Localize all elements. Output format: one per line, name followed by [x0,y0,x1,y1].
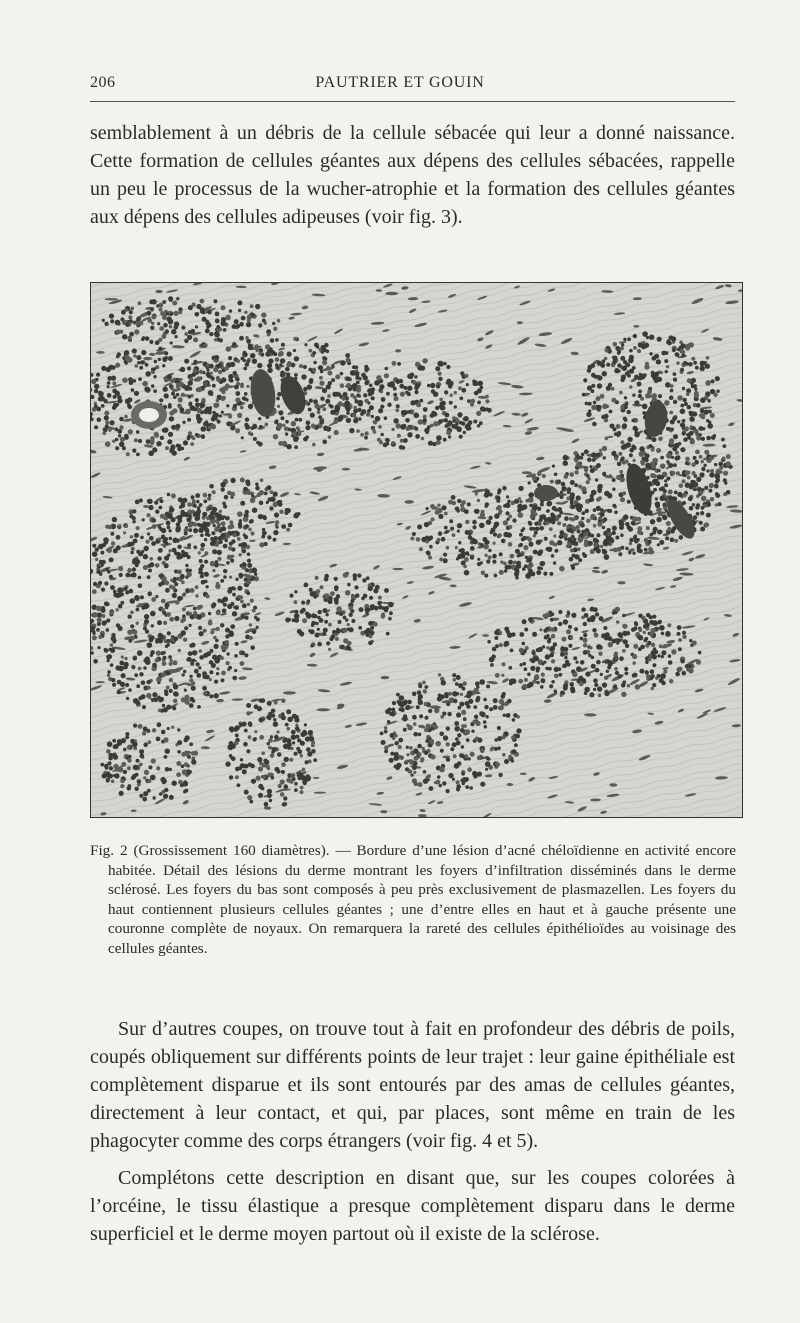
paragraph-1: semblablement à un débris de la cellule sébacée qui leur a donné naissance. Cette formation de cellules géantes aux dépens des cellules sébacées, rappelle un peu le processus de la wucher-atrophie et la formation des cellules géantes aux dépens des cellules adipeuses (voir fig. 3). [90,122,735,228]
histology-illustration [91,283,742,817]
running-head: PAUTRIER ET GOUIN [315,74,485,91]
page-number: 206 [90,74,116,91]
paragraph-3: Complétons cette description en disant que, sur les coupes colorées à l’orcéine, le tissu élastique a presque complètement disparu dans le derme superficiel et le derme moyen partout où il existe de la sclérose. [90,1167,735,1245]
paragraph-2: Sur d’autres coupes, on trouve tout à fait en profondeur des débris de poils, coupés obliquement sur différents points de leur trajet : leur gaine épithéliale est complètement disparue et ils sont entourés par des amas de cellules géantes, directement à leur contact, et qui, par places, sont même en train de les phagocyter comme des corps étrangers (voir fig. 4 et 5). [90,1018,735,1152]
figure-2-micrograph [90,282,743,818]
header-rule [90,101,735,102]
figure-caption: Fig. 2 (Grossissement 160 diamètres). — Bordure d’une lésion d’acné chéloïdienne en activité encore habitée. Détail des lésions du derme montrant les foyers d’infiltration disséminés dans le derme sclérosé. Les foyers du bas sont composés à peu près exclusivement de plasmazellen. Les foyers du haut contiennent plusieurs cellules géantes ; une d’entre elles en haut et à gauche présente une couronne complète de noyaux. On remarquera la rareté des cellules épithélioïdes au voisinage des cellules géantes. [90,842,736,957]
giant-cell-with-crown-of-nuclei [131,401,167,429]
giant-cell [534,485,558,501]
